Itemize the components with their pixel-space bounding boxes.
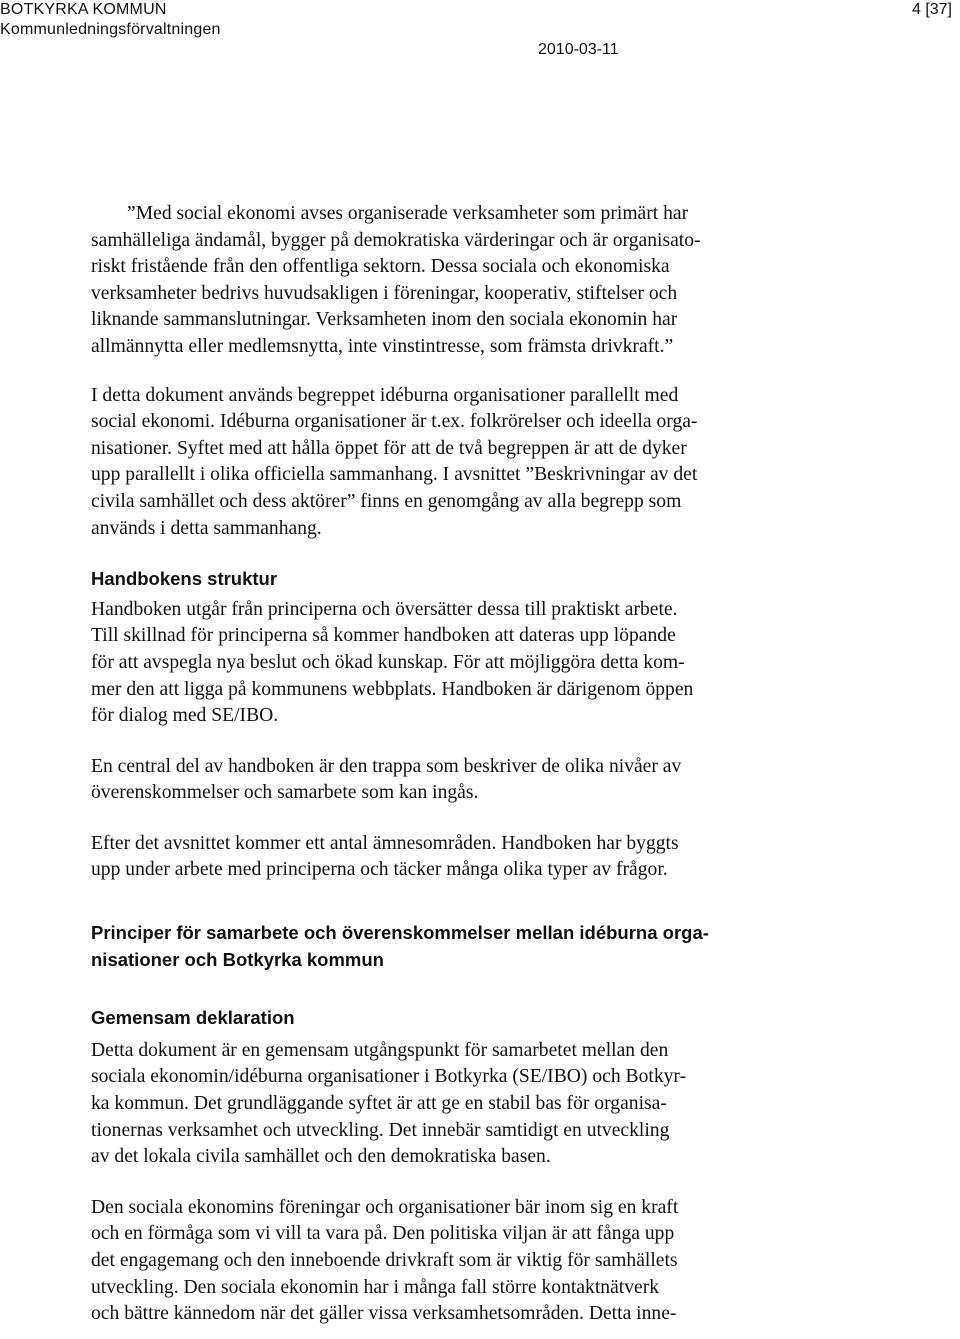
- text-line: upp parallellt i olika officiella sammanhang. I avsnittet ”Beskrivningar av det: [91, 464, 698, 486]
- section-heading-declaration: Gemensam deklaration: [91, 1007, 295, 1029]
- text-line: social ekonomi. Idéburna organisationer är t.ex. folkrörelser och ideella orga-: [91, 411, 698, 433]
- document-body: [91, 200, 831, 1328]
- text-line: civila samhället och dess aktörer” finns en genomgång av alla begrepp som: [91, 490, 682, 512]
- driving-force-paragraph: [91, 1195, 831, 1328]
- text-line: samhälleliga ändamål, bygger på demokratiska värderingar och är organisato-: [91, 229, 701, 251]
- structure-paragraph: [91, 597, 831, 730]
- text-line: ”Med social ekonomi avses organiserade verksamheter som primärt har: [127, 203, 689, 224]
- text-line: Till skillnad för principerna så kommer handboken att dateras upp löpande: [91, 625, 676, 647]
- text-line: och en förmåga som vi vill ta vara på. Den politiska viljan är att fånga upp: [91, 1223, 675, 1245]
- text-line: utveckling. Den sociala ekonomin har i många fall större kontaktnätverk: [91, 1276, 660, 1298]
- text-line: verksamheter bedrivs huvudsakligen i föreningar, kooperativ, stiftelser och: [91, 282, 678, 304]
- text-line: riskt fristående från den offentliga sektorn. Dessa sociala och ekonomiska: [91, 256, 670, 278]
- text-line: sociala ekonomin/idéburna organisationer i Botkyrka (SE/IBO) och Botkyr-: [91, 1066, 687, 1088]
- text-line: av det lokala civila samhället och den demokratiska basen.: [91, 1146, 551, 1168]
- text-line: Efter det avsnittet kommer ett antal ämnesområden. Handboken har byggts: [91, 832, 679, 854]
- text-line: används i detta sammanhang.: [91, 517, 322, 539]
- page-number: 4 [37]: [911, 1, 952, 18]
- text-line: upp under arbete med principerna och täcker många olika typer av frågor.: [91, 859, 668, 881]
- department-name: Kommunledningsförvaltningen: [0, 21, 221, 38]
- text-line: mer den att ligga på kommunens webbplats. Handboken är därigenom öppen: [91, 678, 694, 700]
- quote-paragraph: [91, 201, 831, 361]
- text-line: En central del av handboken är den trappa som beskriver de olika nivåer av: [91, 755, 682, 777]
- text-line: nisationer. Syftet med att hålla öppet för att de två begreppen är att de dyker: [91, 437, 687, 459]
- section-heading-structure: Handbokens struktur: [91, 568, 278, 590]
- document-date: 2010-03-11: [538, 41, 619, 58]
- stairs-paragraph: [91, 754, 831, 807]
- text-line: det engagemang och den inneboende drivkraft som är viktig för samhällets: [91, 1250, 678, 1271]
- text-line: för dialog med SE/IBO.: [91, 705, 279, 727]
- text-line: allmännytta eller medlemsnytta, inte vinstintresse, som främsta drivkraft.”: [91, 335, 674, 357]
- organization-name: BOTKYRKA KOMMUN: [0, 1, 167, 18]
- text-line: överenskommelser och samarbete som kan ingås.: [91, 782, 479, 804]
- text-line: Detta dokument är en gemensam utgångspunkt för samarbetet mellan den: [91, 1039, 669, 1061]
- text-line: Handboken utgår från principerna och översätter dessa till praktiskt arbete.: [91, 598, 678, 620]
- text-line: liknande sammanslutningar. Verksamheten inom den sociala ekonomin har: [91, 309, 678, 331]
- text-line: för att avspegla nya beslut och ökad kunskap. För att möjliggöra detta kom-: [91, 651, 685, 673]
- text-line: ka kommun. Det grundläggande syftet är att ge en stabil bas för organisa-: [91, 1093, 667, 1115]
- page-header: [0, 0, 221, 40]
- topics-paragraph: [91, 831, 831, 884]
- text-line: tionernas verksamhet och utveckling. Det innebär samtidigt en utveckling: [91, 1119, 670, 1141]
- text-line: och bättre kännedom när det gäller vissa verksamhetsområden. Detta inne-: [91, 1303, 677, 1325]
- text-line: Den sociala ekonomins föreningar och organisationer bär inom sig en kraft: [91, 1196, 679, 1218]
- section-heading-principles: Principer för samarbete och överenskommelser mellan idéburna orga- nisationer och Botkyrka kommun: [91, 922, 709, 970]
- terms-paragraph: [91, 383, 831, 543]
- text-line: I detta dokument används begreppet idéburna organisationer parallellt med: [91, 384, 679, 406]
- declaration-paragraph: [91, 1038, 831, 1171]
